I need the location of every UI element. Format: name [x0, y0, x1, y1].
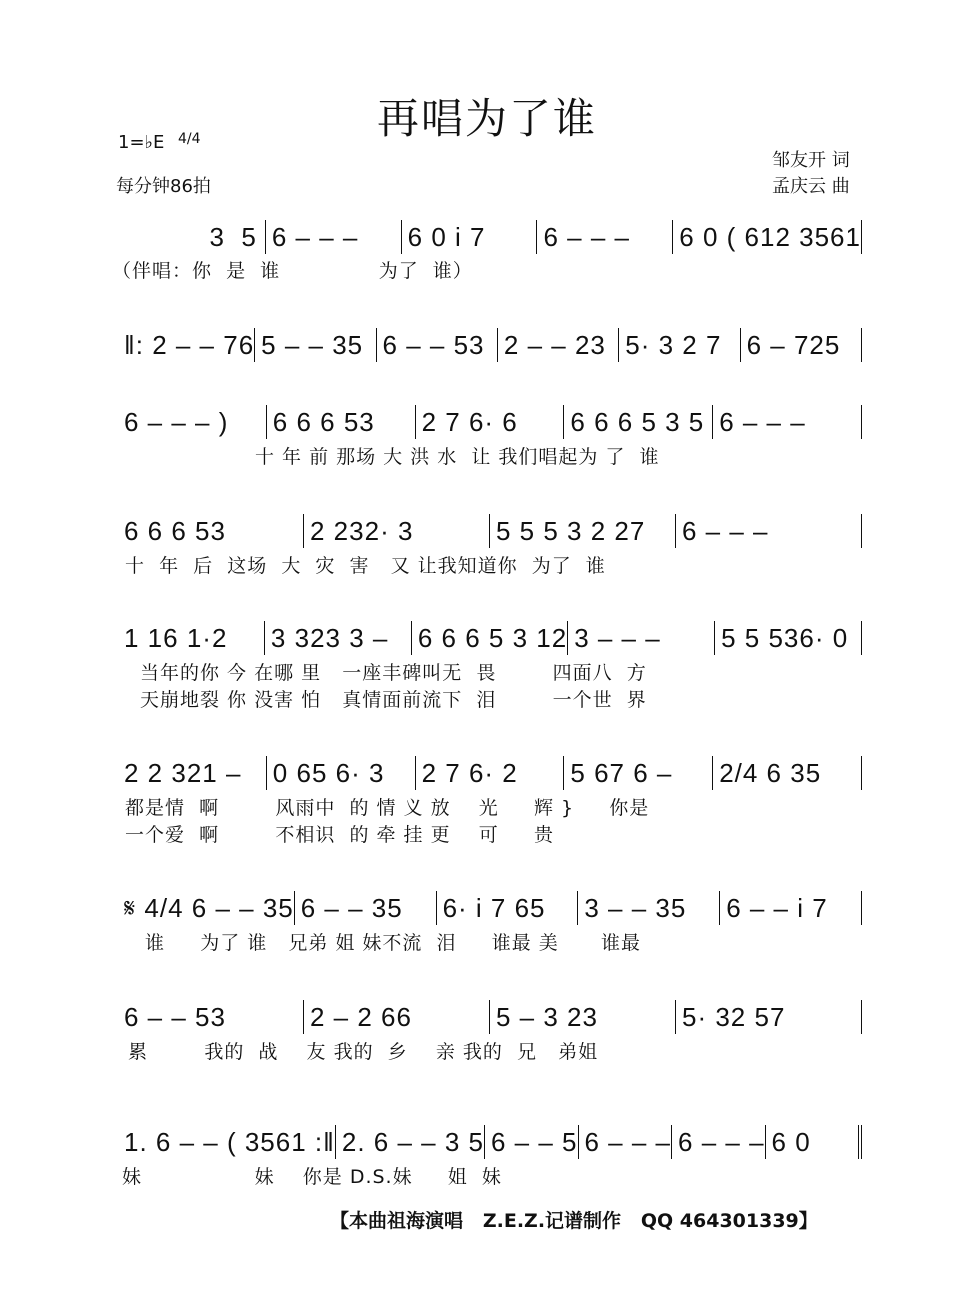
measure: 5 – – 35: [255, 328, 376, 362]
lyric-line: 当年的你 今 在哪 里 一座丰碑叫无 畏 四面八 方: [140, 662, 647, 684]
measure: 1. 6 – – ( 3561 :‖: [118, 1125, 336, 1159]
measure: 2 7 6· 2: [416, 756, 565, 790]
measure: 6 – – –: [266, 220, 402, 254]
measure: 2/4 6 35: [713, 756, 862, 790]
measure: 6 – – –: [579, 1125, 673, 1159]
measure: 6 6 6 53: [267, 405, 416, 439]
measure: 1 16 1·2: [118, 621, 265, 655]
measure: 5 5 536· 0: [715, 621, 862, 655]
measure: 6 – – 35: [295, 891, 437, 925]
measure: 2 – – 23: [498, 328, 619, 362]
measure: 6 – – i 7: [720, 891, 862, 925]
lyric-line: 一个爱 啊 不相识 的 牵 挂 更 可 贵: [125, 824, 554, 846]
measure: 3 323 3 –: [265, 621, 412, 655]
lyric-line: 妹 妹 你是 D.S.妹 姐 妹: [122, 1166, 502, 1188]
staff-row: [118, 621, 862, 655]
staff-row: [118, 891, 862, 925]
lyric-line: 累 我的 战 友 我的 乡 亲 我的 兄 弟姐: [128, 1041, 599, 1063]
lyric-line: 谁 为了 谁 兄弟 姐 妹不流 泪 谁最 美 谁最: [145, 932, 641, 954]
lyric-line: （伴唱：你 是 谁 为了 谁）: [112, 260, 473, 282]
tempo: 每分钟86拍: [116, 176, 211, 197]
measure: ‖: 2 – – 76: [118, 328, 255, 362]
measure: 6 6 6 5 3 12: [412, 621, 568, 655]
measure: 6 – 725: [741, 328, 862, 362]
measure: 5· 32 57: [676, 1000, 862, 1034]
measure: 5· 3 2 7: [619, 328, 740, 362]
measure: 5 – 3 23: [490, 1000, 676, 1034]
measure: 6· i 7 65: [437, 891, 579, 925]
time-signature: 4/4: [178, 131, 201, 147]
measure: 6 – – –: [537, 220, 673, 254]
measure: 5 5 5 3 2 27: [490, 514, 676, 548]
lyric-line: 十 年 前 那场 大 洪 水 让 我们唱起为 了 谁: [255, 446, 660, 468]
measure: 6 – – 53: [377, 328, 498, 362]
credits-footer: 【本曲祖海演唱 Z.E.Z.记谱制作 QQ 464301339】: [330, 1210, 818, 1232]
measure: 6 – – 5: [485, 1125, 579, 1159]
staff-row: [118, 405, 862, 439]
measure: 2. 6 – – 3 5: [336, 1125, 485, 1159]
measure: 6 0 i 7: [402, 220, 538, 254]
measure: 6 – – –: [713, 405, 862, 439]
staff-row: [118, 1000, 862, 1034]
measure: 6 – – 53: [118, 1000, 304, 1034]
staff-row: [180, 220, 862, 254]
lyric-line: 天崩地裂 你 没害 怕 真情面前流下 泪 一个世 界: [140, 689, 647, 711]
key-signature: 1=♭E: [118, 132, 165, 153]
measure: 2 – 2 66: [304, 1000, 490, 1034]
lyricist: 邹友开 词: [772, 150, 850, 171]
lyric-line: 都是情 啊 风雨中 的 情 义 放 光 辉 } 你是: [125, 797, 650, 819]
measure: 3 5: [180, 220, 266, 254]
measure: 2 2 321 –: [118, 756, 267, 790]
measure: 2 232· 3: [304, 514, 490, 548]
composer: 孟庆云 曲: [772, 176, 850, 197]
measure: 5 67 6 –: [564, 756, 713, 790]
song-title: 再唱为了谁: [376, 94, 597, 143]
measure: 6 6 6 53: [118, 514, 304, 548]
measure: 0 65 6· 3: [267, 756, 416, 790]
staff-row: [118, 756, 862, 790]
lyric-line: 十 年 后 这场 大 灾 害 又 让我知道你 为了 谁: [125, 555, 606, 577]
measure: 6 – – –: [676, 514, 862, 548]
measure: 6 6 6 5 3 5: [564, 405, 713, 439]
staff-row: [118, 328, 862, 362]
measure: 2 7 6· 6: [416, 405, 565, 439]
measure: 𝄋 4/4 6 – – 35: [118, 891, 295, 925]
measure: 6 – – – ): [118, 405, 267, 439]
measure: 3 – – 35: [578, 891, 720, 925]
measure: 3 – – –: [568, 621, 715, 655]
measure: 6 0: [766, 1125, 862, 1159]
staff-row: [118, 1125, 862, 1159]
measure: 6 – – –: [672, 1125, 766, 1159]
measure: 6 0 ( 612 3561: [673, 220, 862, 254]
staff-row: [118, 514, 862, 548]
